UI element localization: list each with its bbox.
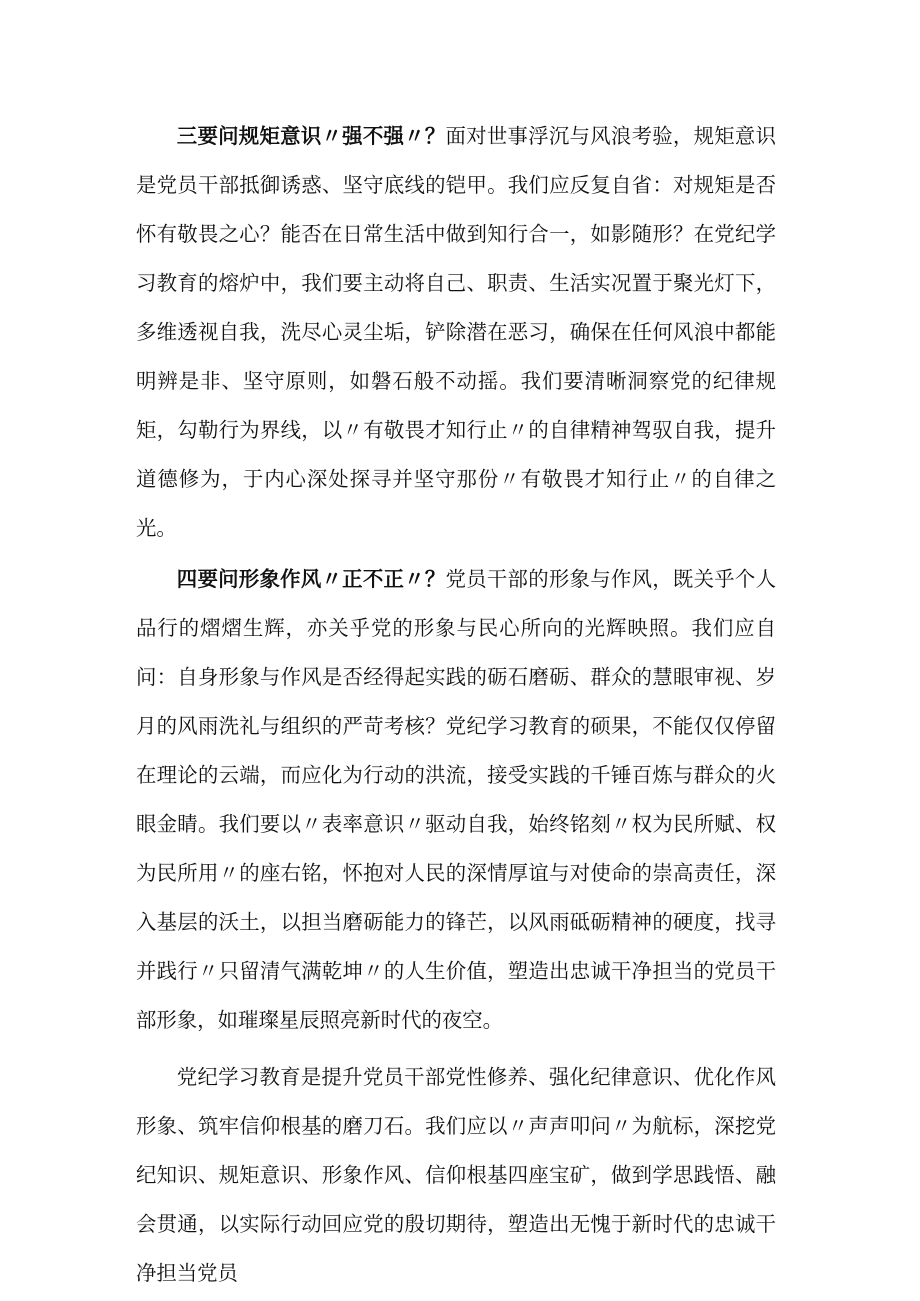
document-body	[136, 112, 776, 1300]
paragraph-conclusion	[136, 1053, 776, 1298]
paragraph-image-style	[136, 555, 776, 1045]
paragraph-text: 党纪学习教育是提升党员干部党性修养、强化纪律意识、优化作风形象、筑牢信仰根基的磨刀石。我们应以〃声声叩问〃为航标，深挖党纪知识、规矩意识、形象作风、信仰根基四座宝矿，做到学思践悟、融会贯通，以实际行动回应党的殷切期待，塑造出无愧于新时代的忠诚干净担当党员	[136, 1065, 776, 1285]
paragraph-heading: 四要问形象作风〃正不正〃？	[176, 567, 446, 591]
paragraph-rules-awareness	[136, 112, 776, 553]
paragraph-text: 党员干部的形象与作风，既关乎个人品行的熠熠生辉，亦关乎党的形象与民心所向的光辉映照。我们应自问：自身形象与作风是否经得起实践的砺石磨砺、群众的慧眼审视、岁月的风雨洗礼与组织的严苛考核？党纪学习教育的硕果，不能仅仅停留在理论的云端，而应化为行动的洪流，接受实践的千锤百炼与群众的火眼金睛。我们要以〃表率意识〃驱动自我，始终铭刻〃权为民所赋、权为民所用〃的座右铭，怀抱对人民的深情厚谊与对使命的崇高责任，深入基层的沃土，以担当磨砺能力的锋芒，以风雨砥砺精神的硬度，找寻并践行〃只留清气满乾坤〃的人生价值，塑造出忠诚干净担当的党员干部形象，如璀璨星辰照亮新时代的夜空。	[136, 567, 776, 1032]
paragraph-heading: 三要问规矩意识〃强不强〃？	[176, 124, 446, 148]
paragraph-text: 面对世事浮沉与风浪考验，规矩意识是党员干部抵御诱惑、坚守底线的铠甲。我们应反复自省：对规矩是否怀有敬畏之心？能否在日常生活中做到知行合一，如影随形？在党纪学习教育的熔炉中，我们要主动将自己、职责、生活实况置于聚光灯下，多维透视自我，洗尽心灵尘垢，铲除潜在恶习，确保在任何风浪中都能明辨是非、坚守原则，如磐石般不动摇。我们要清晰洞察党的纪律规矩，勾勒行为界线，以〃有敬畏才知行止〃的自律精神驾驭自我，提升道德修为，于内心深处探寻并坚守那份〃有敬畏才知行止〃的自律之光。	[136, 124, 776, 540]
